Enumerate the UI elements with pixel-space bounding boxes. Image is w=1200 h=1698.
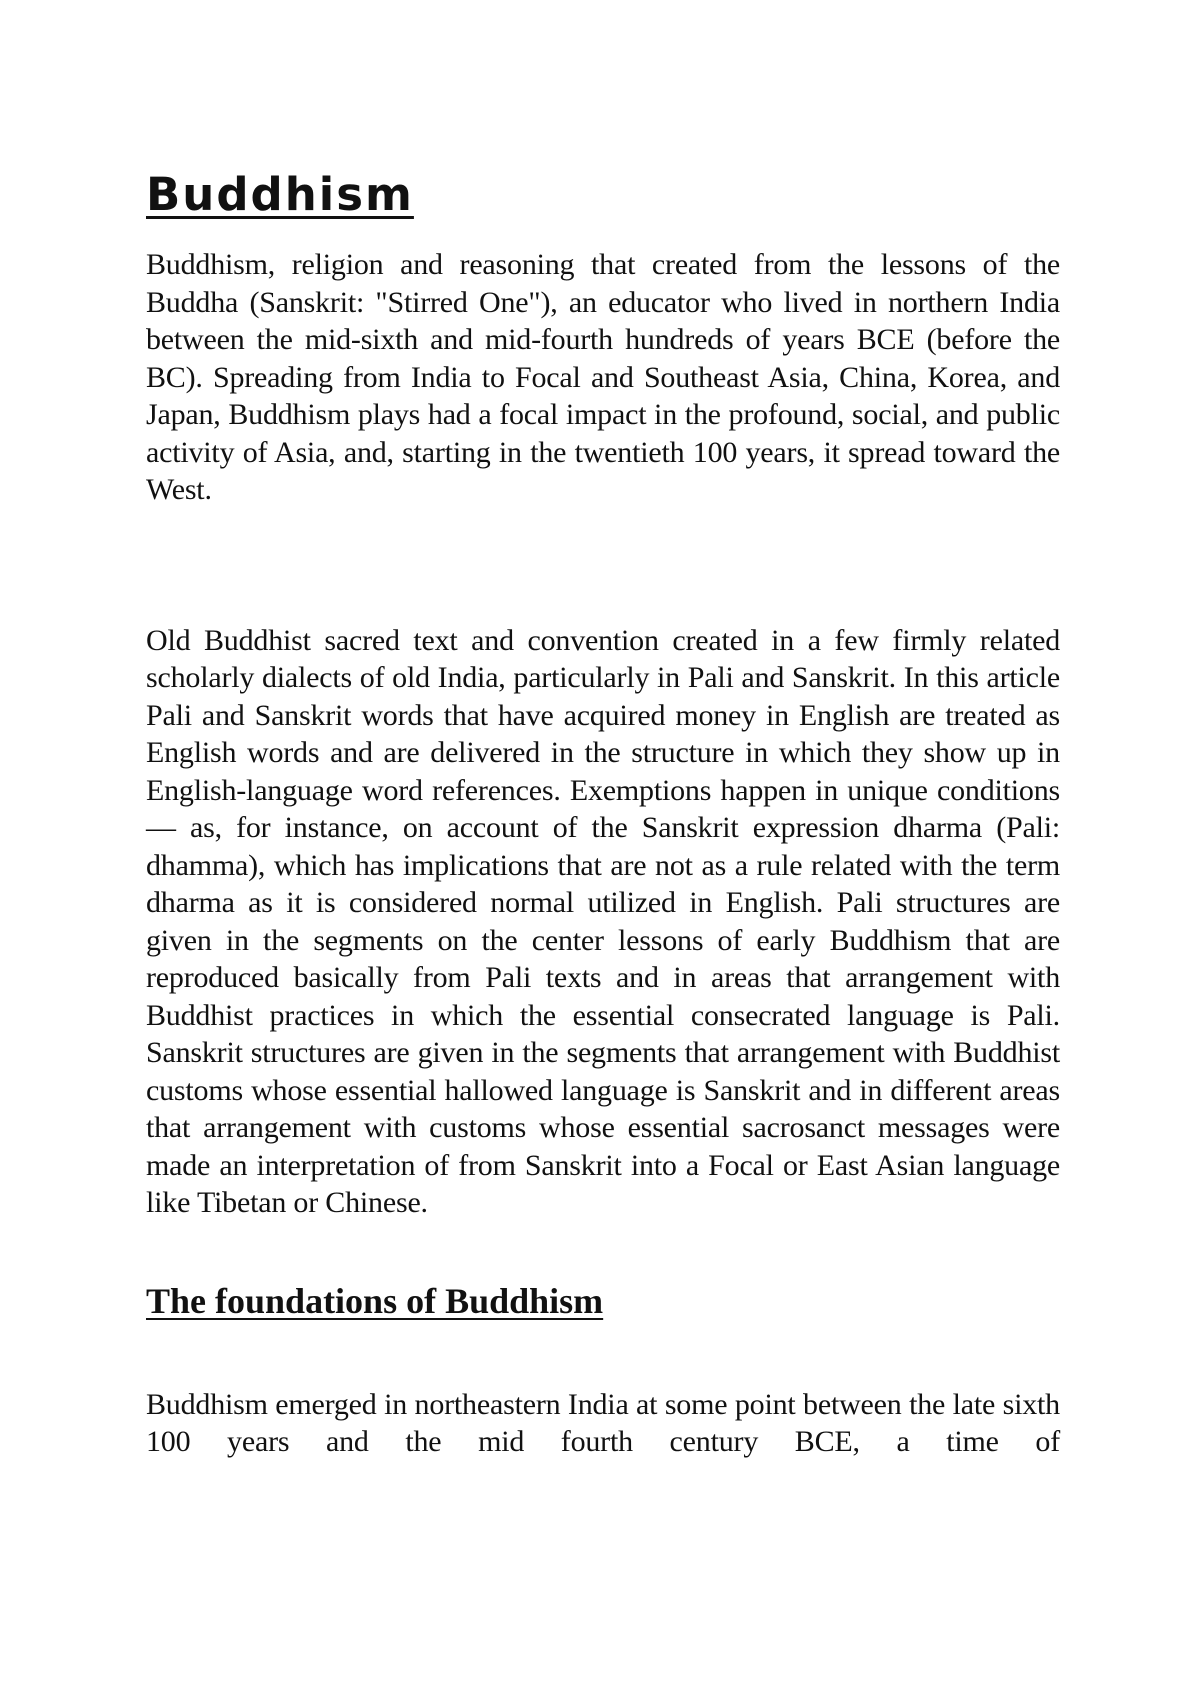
intro-paragraph: Buddhism, religion and reasoning that created from the lessons of the Buddha (Sanskrit: "Stirred One"), an educator who lived in northern India between the mid-sixth and mid-fourth hundreds of years BCE (before the BC). Spreading from India to Focal and Southeast Asia, China, Korea, and Japan, Buddhism plays had a focal impact in the profound, social, and public activity of Asia, and, starting in the twentieth 100 years, it spread toward the West. [146,248,1060,506]
document-body [146,168,1060,1461]
document-title: Buddhism [146,168,414,221]
foundations-paragraph: Buddhism emerged in northeastern India at some point between the late sixth 100 years and the mid fourth century BCE, a time of [146,1387,1060,1459]
section-heading: The foundations of Buddhism [146,1280,604,1321]
language-paragraph: Old Buddhist sacred text and convention created in a few firmly related scholarly dialects of old India, particularly in Pali and Sanskrit. In this article Pali and Sanskrit words that have acquired money in English are treated as English words and are delivered in the structure in which they show up in English-language word references. Exemptions happen in unique conditions — as, for instance, on account of the Sanskrit expression dharma (Pali: dhamma), which has implications that are not as a rule related with the term dharma as it is considered normal utilized in English. Pali structures are given in the segments on the center lessons of early Buddhism that are reproduced basically from Pali texts and in areas that arrangement with Buddhist practices in which the essential consecrated language is Pali. Sanskrit structures are given in the segments that arrangement with Buddhist customs whose essential hallowed language is Sanskrit and in different areas that arrangement with customs whose essential sacrosanct messages were made an interpretation of from Sanskrit into a Focal or East Asian language like Tibetan or Chinese. [146,623,1060,1219]
